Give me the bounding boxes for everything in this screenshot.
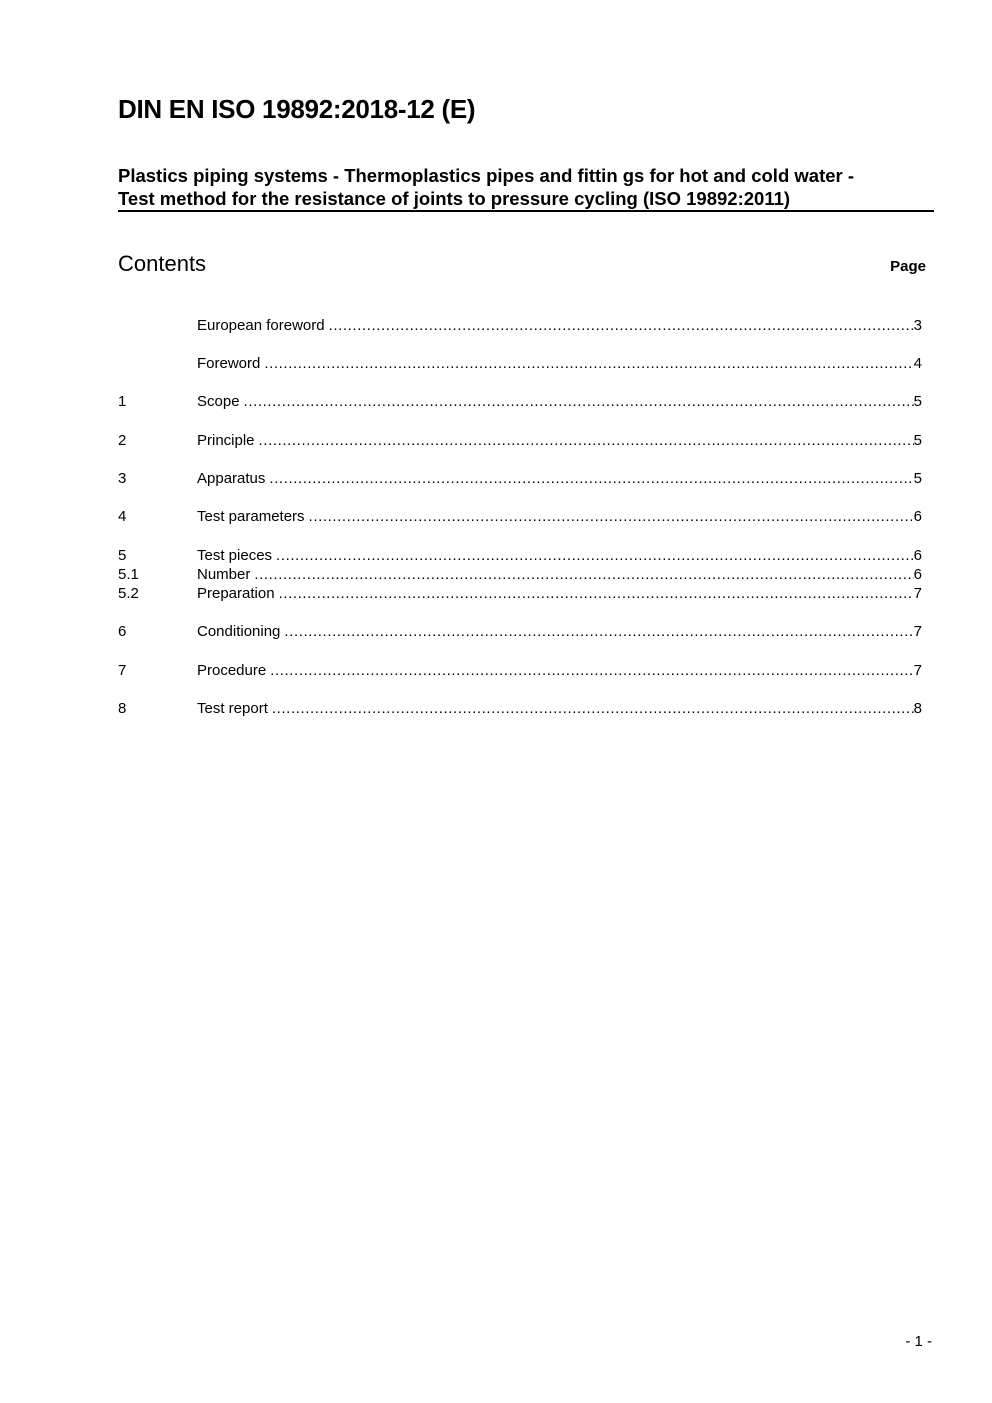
toc-leader-dots: [309, 507, 914, 526]
toc-entry-label: Preparation: [197, 585, 275, 602]
toc-leader-dots: [244, 392, 914, 411]
toc-entry-page: 3: [913, 317, 922, 334]
toc-entry-label: Number: [197, 566, 251, 583]
toc-leader-dots: [284, 622, 913, 641]
document-title-line-1: Plastics piping systems - Thermoplastics pipes and fittin gs for hot and cold water -: [118, 165, 855, 186]
toc-entry-test-parameters[interactable]: [118, 507, 922, 526]
toc-leader-dots: [329, 316, 914, 335]
toc-entry-label: Conditioning: [197, 623, 281, 640]
toc-entry-number: 2: [118, 432, 127, 449]
toc-entry-page: 7: [913, 585, 922, 602]
document-title: [118, 164, 934, 210]
page-number: - 1 -: [905, 1333, 932, 1350]
toc-entry-test-report[interactable]: [118, 699, 922, 718]
toc-entry-label: Test parameters: [197, 508, 305, 525]
title-divider: [118, 210, 934, 212]
toc-entry-scope[interactable]: [118, 392, 922, 411]
toc-entry-number: 5: [118, 547, 127, 564]
toc-entry-page: 6: [913, 566, 922, 583]
toc-entry-apparatus[interactable]: [118, 469, 922, 488]
toc-entry-foreword[interactable]: [118, 354, 922, 373]
toc-entry-page: 5: [913, 470, 922, 487]
toc-entry-principle[interactable]: [118, 431, 922, 450]
toc-entry-page: 6: [913, 508, 922, 525]
document-id: DIN EN ISO 19892:2018-12 (E): [118, 94, 476, 124]
toc-entry-number[interactable]: [118, 565, 922, 584]
toc-leader-dots: [272, 699, 914, 718]
toc-entry-conditioning[interactable]: [118, 622, 922, 641]
toc-entry-number: 3: [118, 470, 127, 487]
toc-entry-label: Apparatus: [197, 470, 266, 487]
toc-leader-dots: [264, 354, 913, 373]
toc-entry-number: 5.1: [118, 566, 139, 583]
toc-leader-dots: [254, 565, 913, 584]
toc-entry-page: 6: [913, 547, 922, 564]
toc-entry-label: Foreword: [197, 355, 261, 372]
toc-entry-number: 6: [118, 623, 127, 640]
toc-entry-label: European foreword: [197, 317, 325, 334]
toc-entry-page: 8: [913, 700, 922, 717]
toc-entry-procedure[interactable]: [118, 661, 922, 680]
toc-leader-dots: [259, 431, 914, 450]
toc-leader-dots: [270, 661, 913, 680]
toc-leader-dots: [276, 546, 914, 565]
toc-entry-preparation[interactable]: [118, 584, 922, 603]
toc-leader-dots: [269, 469, 913, 488]
toc-entry-european-foreword[interactable]: [118, 316, 922, 335]
page-column-heading: Page: [890, 258, 926, 275]
toc-entry-page: 5: [913, 432, 922, 449]
toc-entry-number: 4: [118, 508, 127, 525]
contents-heading: Contents: [118, 251, 207, 276]
toc-entry-label: Scope: [197, 393, 240, 410]
toc-leader-dots: [279, 584, 914, 603]
toc-entry-page: 5: [913, 393, 922, 410]
toc-entry-label: Principle: [197, 432, 255, 449]
toc-entry-page: 4: [913, 355, 922, 372]
toc-entry-label: Test report: [197, 700, 268, 717]
toc-entry-label: Procedure: [197, 662, 267, 679]
toc-entry-page: 7: [913, 662, 922, 679]
toc-entry-number: 8: [118, 700, 127, 717]
toc-entry-test-pieces[interactable]: [118, 546, 922, 565]
toc-entry-number: 7: [118, 662, 127, 679]
document-title-line-2: Test method for the resistance of joints to pressure cycling (ISO 19892:2011): [118, 188, 791, 209]
toc-entry-page: 7: [913, 623, 922, 640]
toc-entry-label: Test pieces: [197, 547, 273, 564]
toc-entry-number: 1: [118, 393, 127, 410]
toc-entry-number: 5.2: [118, 585, 139, 602]
